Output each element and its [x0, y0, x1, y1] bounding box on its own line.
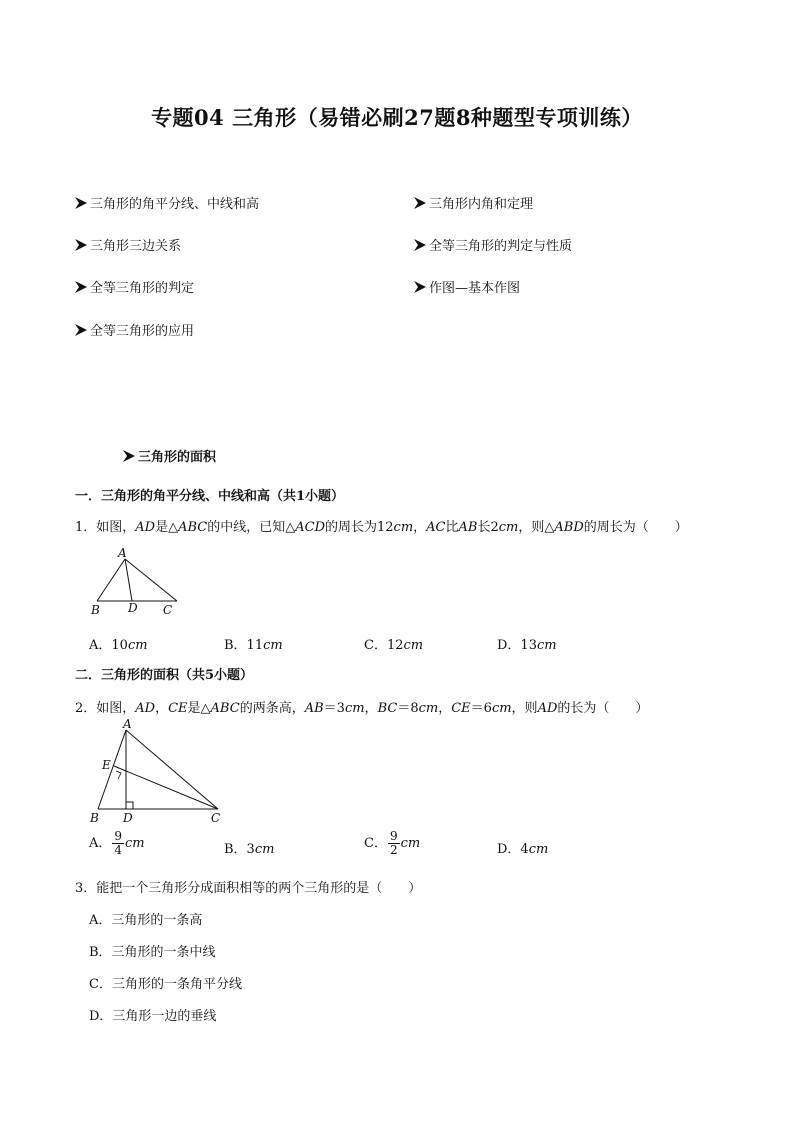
topic-item: 全等三角形的判定与性质: [413, 235, 572, 254]
question-1-option-c[interactable]: C．12cm: [364, 638, 424, 653]
question-3-option-a[interactable]: A．三角形的一条高: [89, 913, 203, 928]
point-label-c: C: [211, 811, 221, 825]
page-title: 专题04 三角形（易错必刷27题8种题型专项训练）: [151, 105, 643, 130]
arrow-icon: [413, 280, 427, 294]
question-2-figure: [86, 718, 231, 828]
arrow-icon: [413, 238, 427, 252]
topic-item: 作图—基本作图: [413, 277, 520, 296]
arrow-icon: [74, 280, 88, 294]
question-1-stem: 1．如图，AD是△ABC的中线，已知△ACD的周长为12cm，AC比AB长2cm，则△ABD的周长为（ ）: [75, 520, 688, 535]
question-2-option-c[interactable]: C． $\frac{9}{2}$ cm: [364, 829, 421, 857]
fraction: $\frac{9}{2}$: [389, 829, 398, 857]
fraction: $\frac{9}{4}$: [114, 829, 123, 857]
topic-item: 全等三角形的判定: [74, 277, 194, 296]
arrow-icon: [413, 196, 427, 210]
question-1-option-b[interactable]: B．11cm: [224, 638, 283, 653]
point-label-a: A: [118, 546, 127, 560]
topic-item: 三角形的面积: [122, 446, 216, 465]
section-heading: 二．三角形的面积（共5小题）: [75, 668, 254, 683]
section-heading: 一．三角形的角平分线、中线和高（共1小题）: [75, 489, 345, 504]
topic-item: 三角形内角和定理: [413, 193, 533, 212]
arrow-icon: [74, 323, 88, 337]
point-label-c: C: [163, 603, 173, 617]
topic-item: 三角形三边关系: [74, 235, 181, 254]
arrow-icon: [74, 196, 88, 210]
question-2-stem: 2．如图，AD，CE是△ABC的两条高，AB＝3cm，BC＝8cm，CE＝6cm，则AD的长为（ ）: [75, 701, 649, 716]
arrow-icon: [74, 238, 88, 252]
question-3-option-c[interactable]: C．三角形的一条角平分线: [89, 977, 242, 992]
question-2-option-b[interactable]: B．3cm: [224, 842, 275, 857]
arrow-icon: [122, 449, 136, 463]
question-2-option-d[interactable]: D．4cm: [497, 842, 549, 857]
point-label-d: D: [123, 811, 133, 825]
point-label-b: B: [91, 603, 100, 617]
question-3-stem: 3．能把一个三角形分成面积相等的两个三角形的是（ ）: [75, 881, 422, 896]
question-3-option-b[interactable]: B．三角形的一条中线: [89, 945, 216, 960]
topic-item: 三角形的角平分线、中线和高: [74, 193, 259, 212]
point-label-d: D: [128, 601, 138, 615]
question-3-option-d[interactable]: D．三角形一边的垂线: [89, 1009, 217, 1024]
topic-item: 全等三角形的应用: [74, 320, 194, 339]
question-1-figure: [85, 545, 195, 617]
question-1-option-d[interactable]: D．13cm: [497, 638, 557, 653]
point-label-a: A: [123, 718, 132, 731]
point-label-b: B: [90, 811, 99, 825]
question-1-option-a[interactable]: A．10cm: [89, 638, 148, 653]
question-2-option-a[interactable]: A． $\frac{9}{4}$ cm: [89, 829, 145, 857]
point-label-e: E: [102, 758, 111, 772]
